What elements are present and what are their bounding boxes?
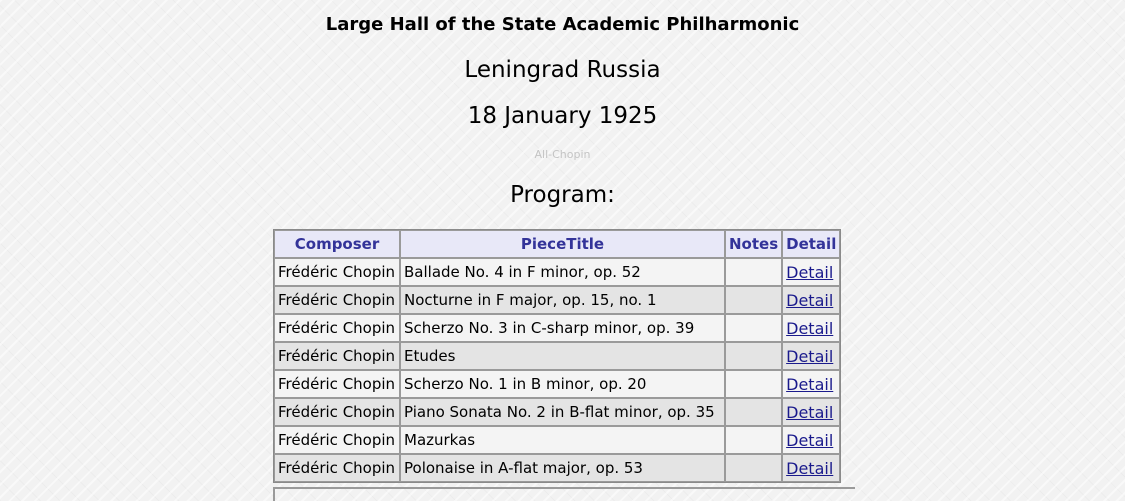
column-header-composer: Composer — [274, 230, 400, 258]
notes-cell — [725, 314, 782, 342]
piece-title-cell: Scherzo No. 3 in C-sharp minor, op. 39 — [400, 314, 725, 342]
piece-title-cell: Mazurkas — [400, 426, 725, 454]
table-header-row — [274, 230, 840, 258]
piece-title-cell: Piano Sonata No. 2 in B-flat minor, op. 35 — [400, 398, 725, 426]
table-row — [274, 370, 840, 398]
notes-cell — [725, 426, 782, 454]
table-row — [274, 454, 840, 482]
table-row — [274, 258, 840, 286]
composer-cell: Frédéric Chopin — [274, 370, 400, 398]
composer-cell: Frédéric Chopin — [274, 258, 400, 286]
composer-cell: Frédéric Chopin — [274, 342, 400, 370]
piece-title-cell: Polonaise in A-flat major, op. 53 — [400, 454, 725, 482]
concert-location: Leningrad Russia — [464, 57, 661, 83]
table-row — [274, 314, 840, 342]
next-section-box — [273, 487, 855, 501]
table-row — [274, 426, 840, 454]
detail-cell — [782, 342, 840, 370]
piece-title-cell: Etudes — [400, 342, 725, 370]
detail-cell — [782, 370, 840, 398]
venue-title: Large Hall of the State Academic Philharmonic — [325, 14, 800, 35]
detail-link[interactable]: Detail — [786, 458, 834, 478]
table-row — [274, 342, 840, 370]
detail-link[interactable]: Detail — [786, 402, 834, 422]
program-table — [273, 229, 841, 483]
detail-cell — [782, 426, 840, 454]
detail-link[interactable]: Detail — [786, 374, 834, 394]
composer-cell: Frédéric Chopin — [274, 426, 400, 454]
notes-cell — [725, 342, 782, 370]
detail-cell — [782, 286, 840, 314]
detail-link[interactable]: Detail — [786, 290, 834, 310]
notes-cell — [725, 454, 782, 482]
detail-link[interactable]: Detail — [786, 318, 834, 338]
detail-cell — [782, 398, 840, 426]
notes-cell — [725, 258, 782, 286]
detail-link[interactable]: Detail — [786, 430, 834, 450]
detail-link[interactable]: Detail — [786, 262, 834, 282]
notes-cell — [725, 398, 782, 426]
composer-cell: Frédéric Chopin — [274, 454, 400, 482]
column-header-detail: Detail — [782, 230, 840, 258]
notes-cell — [725, 286, 782, 314]
table-row — [274, 398, 840, 426]
piece-title-cell: Scherzo No. 1 in B minor, op. 20 — [400, 370, 725, 398]
concert-date: 18 January 1925 — [467, 103, 658, 129]
detail-cell — [782, 454, 840, 482]
detail-cell — [782, 314, 840, 342]
detail-link[interactable]: Detail — [786, 346, 834, 366]
program-subtitle: All-Chopin — [534, 148, 591, 161]
composer-cell: Frédéric Chopin — [274, 286, 400, 314]
column-header-notes: Notes — [725, 230, 782, 258]
notes-cell — [725, 370, 782, 398]
detail-cell — [782, 258, 840, 286]
program-heading: Program: — [510, 182, 615, 208]
piece-title-cell: Ballade No. 4 in F minor, op. 52 — [400, 258, 725, 286]
column-header-piece-title: PieceTitle — [400, 230, 725, 258]
piece-title-cell: Nocturne in F major, op. 15, no. 1 — [400, 286, 725, 314]
table-row — [274, 286, 840, 314]
composer-cell: Frédéric Chopin — [274, 398, 400, 426]
composer-cell: Frédéric Chopin — [274, 314, 400, 342]
